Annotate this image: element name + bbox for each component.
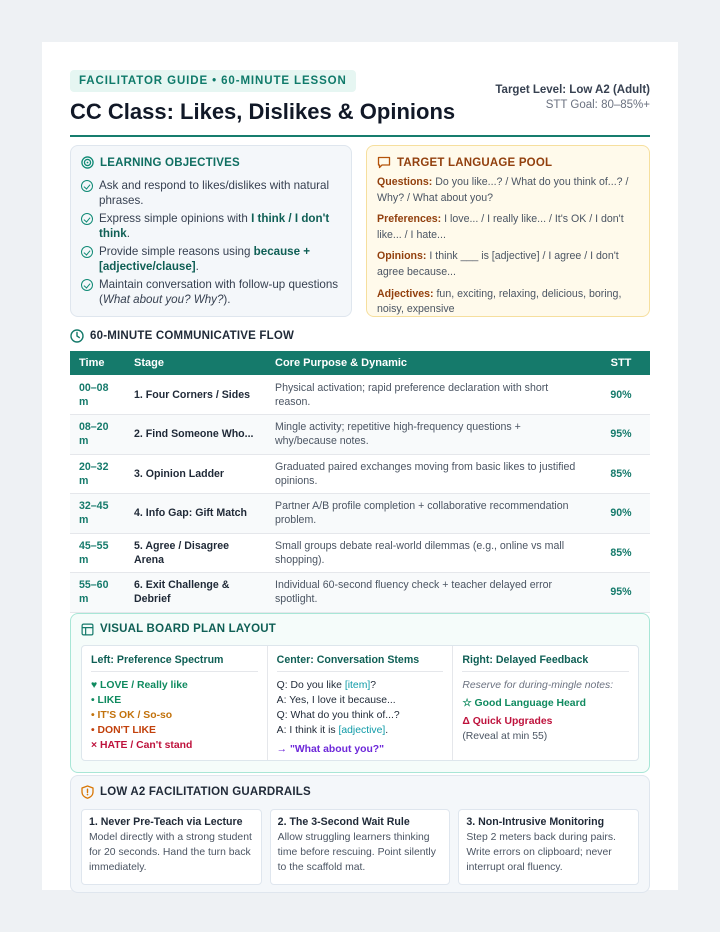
- pool-item: [377, 212, 639, 243]
- stem-followup: → "What about you?": [276, 743, 385, 755]
- row-stt: 90%: [592, 375, 650, 415]
- row-stt: 95%: [592, 573, 650, 613]
- pool-heading: [377, 156, 639, 169]
- lesson-page: [42, 42, 678, 890]
- stt-goal: STT Goal: 80–85%+: [545, 99, 650, 111]
- stem-line: Q: What do you think of...?: [276, 709, 400, 721]
- spectrum-item: • LIKE: [91, 694, 122, 706]
- row-time: 32–45 m: [70, 494, 125, 534]
- check-circle-icon: [81, 213, 93, 225]
- guardrail-title: 1. Never Pre-Teach via Lecture: [89, 815, 243, 828]
- row-stage: 4. Info Gap: Gift Match: [125, 494, 266, 534]
- pool-item: [377, 175, 639, 206]
- guide-tag: FACILITATOR GUIDE • 60-MINUTE LESSON: [70, 70, 356, 92]
- objective-text: Maintain conversation with follow-up questions (: [99, 278, 339, 306]
- pool-item: [377, 287, 639, 318]
- page-title: CC Class: Likes, Dislikes & Opinions: [70, 99, 456, 124]
- table-row: [70, 573, 650, 613]
- spectrum-item: × HATE / Can't stand: [91, 739, 193, 751]
- row-stt: 85%: [592, 533, 650, 573]
- objective-italic: What about you? Why?: [102, 293, 224, 306]
- shield-alert-icon: [81, 785, 94, 799]
- guardrail-text: Step 2 meters back during pairs. Write errors on clipboard; never interrupt oral fluency.: [466, 831, 616, 873]
- row-time: 20–32 m: [70, 454, 125, 494]
- spectrum-item: • IT'S OK / So-so: [91, 709, 173, 721]
- row-stage: 2. Find Someone Who...: [125, 415, 266, 455]
- guardrail-title: 3. Non-Intrusive Monitoring: [466, 815, 605, 828]
- row-time: 45–55 m: [70, 533, 125, 573]
- center-title: Center: Conversation Stems: [277, 654, 444, 672]
- header: [70, 70, 650, 125]
- board-center-column: [267, 646, 453, 760]
- objective-item: [81, 211, 341, 241]
- check-circle-icon: [81, 279, 93, 291]
- row-stage: 6. Exit Challenge & Debrief: [125, 573, 266, 613]
- header-divider: [70, 135, 650, 137]
- feedback-note: Reserve for during-mingle notes:: [462, 679, 614, 691]
- guardrails-title: LOW A2 FACILITATION GUARDRAILS: [100, 785, 311, 798]
- row-time: 00–08 m: [70, 375, 125, 415]
- board-plan-card: [70, 613, 650, 773]
- stem-line: [277, 678, 444, 693]
- guardrail-text: Model directly with a strong student for 20 seconds. Hand the turn back immediately.: [89, 831, 252, 873]
- board-title: VISUAL BOARD PLAN LAYOUT: [100, 623, 277, 635]
- stem-text: A: I think it is: [276, 724, 339, 736]
- right-title: Right: Delayed Feedback: [462, 654, 629, 672]
- row-stt: 95%: [592, 415, 650, 455]
- objective-end: .: [126, 227, 130, 240]
- spectrum-item: • DON'T LIKE: [91, 724, 156, 736]
- objective-item: [81, 277, 341, 307]
- board-heading: [81, 623, 639, 636]
- row-purpose: Mingle activity; repetitive high-frequency questions + why/because notes.: [266, 415, 592, 455]
- stem-slot: [adjective]: [338, 724, 386, 736]
- objectives-list: [81, 178, 341, 307]
- row-purpose: Partner A/B profile completion + collaborative recommendation problem.: [266, 494, 592, 534]
- objectives-heading: [81, 156, 341, 169]
- pool-key: Adjectives:: [377, 287, 434, 300]
- row-time: 08–20 m: [70, 415, 125, 455]
- check-circle-icon: [81, 180, 93, 192]
- table-row: [70, 533, 650, 573]
- reveal-time: (Reveal at min 55): [462, 730, 548, 742]
- guardrail-item: [458, 809, 639, 885]
- spectrum-item: ♥ LOVE / Really like: [91, 679, 188, 691]
- row-stage: 3. Opinion Ladder: [125, 454, 266, 494]
- row-stage: 1. Four Corners / Sides: [125, 375, 266, 415]
- objective-end: .: [195, 260, 199, 273]
- pool-item: [377, 249, 639, 280]
- objective-text: Provide simple reasons using: [99, 245, 254, 258]
- board-columns: [81, 645, 639, 761]
- objectives-title: LEARNING OBJECTIVES: [100, 156, 240, 169]
- guardrails-columns: [81, 809, 639, 885]
- objective-bold: I think / I don't think: [99, 212, 330, 240]
- objective-end: ).: [223, 293, 231, 306]
- col-stage: Stage: [134, 357, 164, 369]
- speech-bubble-icon: [377, 156, 391, 169]
- board-right-column: [452, 646, 638, 760]
- objective-text: Express simple opinions with: [99, 212, 252, 225]
- layout-icon: [81, 623, 94, 636]
- objective-text: Ask and respond to likes/dislikes with natural phrases.: [99, 179, 330, 207]
- flow-table-header: [70, 351, 650, 375]
- table-row: [70, 415, 650, 455]
- col-time: Time: [79, 357, 105, 369]
- flow-table: [70, 351, 650, 613]
- row-stt: 85%: [592, 454, 650, 494]
- pool-text: fun, exciting, relaxing, delicious, boring, noisy, expensive: [377, 287, 622, 316]
- guardrails-heading: [81, 785, 639, 799]
- guardrail-item: [270, 809, 451, 885]
- guardrail-text: Allow struggling learners thinking time before rescuing. Point silently to the scaffold mat.: [277, 831, 436, 873]
- row-purpose: Small groups debate real-world dilemmas (e.g., online vs mall shopping).: [266, 533, 592, 573]
- pool-text: Do you like...? / What do you think of...? / Why? / What about you?: [377, 176, 629, 204]
- target-icon: [81, 156, 94, 169]
- table-row: [70, 375, 650, 415]
- pool-key: Opinions:: [377, 250, 427, 263]
- check-circle-icon: [81, 246, 93, 258]
- stem-end: ?: [370, 679, 377, 691]
- row-purpose: Graduated paired exchanges moving from basic likes to justified opinions.: [266, 454, 592, 494]
- flow-heading: [70, 329, 650, 343]
- row-purpose: Physical activation; rapid preference declaration with short reason.: [266, 375, 592, 415]
- target-language-pool-card: [366, 145, 650, 317]
- col-stt: STT: [610, 357, 632, 369]
- row-purpose: Individual 60-second fluency check + teacher delayed error spotlight.: [266, 573, 592, 613]
- objective-item: [81, 178, 341, 208]
- objective-bold: because + [adjective/clause]: [99, 245, 311, 273]
- good-language: ☆ Good Language Heard: [462, 697, 586, 709]
- pool-key: Preferences:: [377, 213, 442, 226]
- stem-text: Q: Do you like: [276, 679, 345, 691]
- row-stage: 5. Agree / Disagree Arena: [125, 533, 266, 573]
- guardrail-item: [81, 809, 262, 885]
- left-title: Left: Preference Spectrum: [91, 654, 258, 672]
- guardrails-card: [70, 775, 650, 893]
- target-level: Target Level: Low A2 (Adult): [495, 84, 650, 96]
- pool-text: I love... / I really like... / It's OK / I don't like... / I hate...: [377, 213, 624, 241]
- guardrail-title: 2. The 3-Second Wait Rule: [277, 815, 410, 828]
- pool-title: TARGET LANGUAGE POOL: [397, 156, 553, 169]
- objective-item: [81, 244, 341, 274]
- stem-end: .: [385, 724, 389, 736]
- row-time: 55–60 m: [70, 573, 125, 613]
- pool-text: I think ___ is [adjective] / I agree / I don't agree because...: [377, 250, 619, 278]
- table-row: [70, 494, 650, 534]
- col-purpose: Core Purpose & Dynamic: [275, 357, 408, 369]
- quick-upgrades: Δ Quick Upgrades: [462, 715, 553, 727]
- clock-icon: [70, 329, 84, 343]
- flow-title: 60-MINUTE COMMUNICATIVE FLOW: [90, 330, 295, 342]
- board-left-column: [82, 646, 267, 760]
- target-info: [495, 84, 650, 111]
- stem-line: [277, 723, 444, 738]
- stem-line: A: Yes, I love it because...: [276, 694, 396, 706]
- row-stt: 90%: [592, 494, 650, 534]
- learning-objectives-card: [70, 145, 352, 317]
- table-row: [70, 454, 650, 494]
- stem-slot: [item]: [344, 679, 371, 691]
- pool-key: Questions:: [377, 176, 433, 188]
